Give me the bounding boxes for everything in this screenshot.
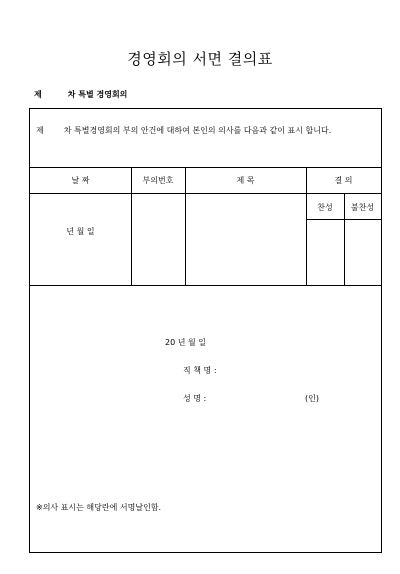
table-top-border bbox=[30, 167, 381, 168]
seal-mark: (인) bbox=[305, 394, 319, 403]
subheader-oppose: 불찬성 bbox=[350, 203, 375, 212]
instruction-note: ※의사 표시는 해당란에 서명날인함. bbox=[36, 503, 162, 512]
subtitle bbox=[34, 89, 127, 100]
header-agenda-number: 부의번호 bbox=[142, 176, 174, 185]
name-label: 성 명 : bbox=[183, 394, 207, 403]
header-resolution: 결 의 bbox=[334, 176, 353, 185]
date-value: 년 월 일 bbox=[66, 227, 95, 236]
header-subject: 제 목 bbox=[236, 176, 255, 185]
subheader-approve: 찬성 bbox=[317, 203, 333, 212]
position-label: 직 책 명 : bbox=[183, 366, 217, 375]
intro-text: 차 특별경영회의 부의 안건에 대하여 본인의 의사를 다음과 같이 표시 합니다. bbox=[63, 126, 332, 135]
header-date: 날 짜 bbox=[71, 176, 90, 185]
table-bottom-border bbox=[30, 285, 381, 286]
intro-prefix: 제 bbox=[36, 126, 44, 135]
subtitle-suffix: 차 특별 경영회의 bbox=[67, 90, 128, 99]
subtitle-prefix: 제 bbox=[34, 90, 42, 99]
intro-statement bbox=[36, 125, 331, 136]
resolution-form bbox=[29, 108, 382, 553]
table-header-border bbox=[30, 193, 381, 194]
document-title: 경영회의 서면 결의표 bbox=[127, 50, 273, 68]
signature-date-line: 20 년 월 일 bbox=[165, 338, 206, 347]
